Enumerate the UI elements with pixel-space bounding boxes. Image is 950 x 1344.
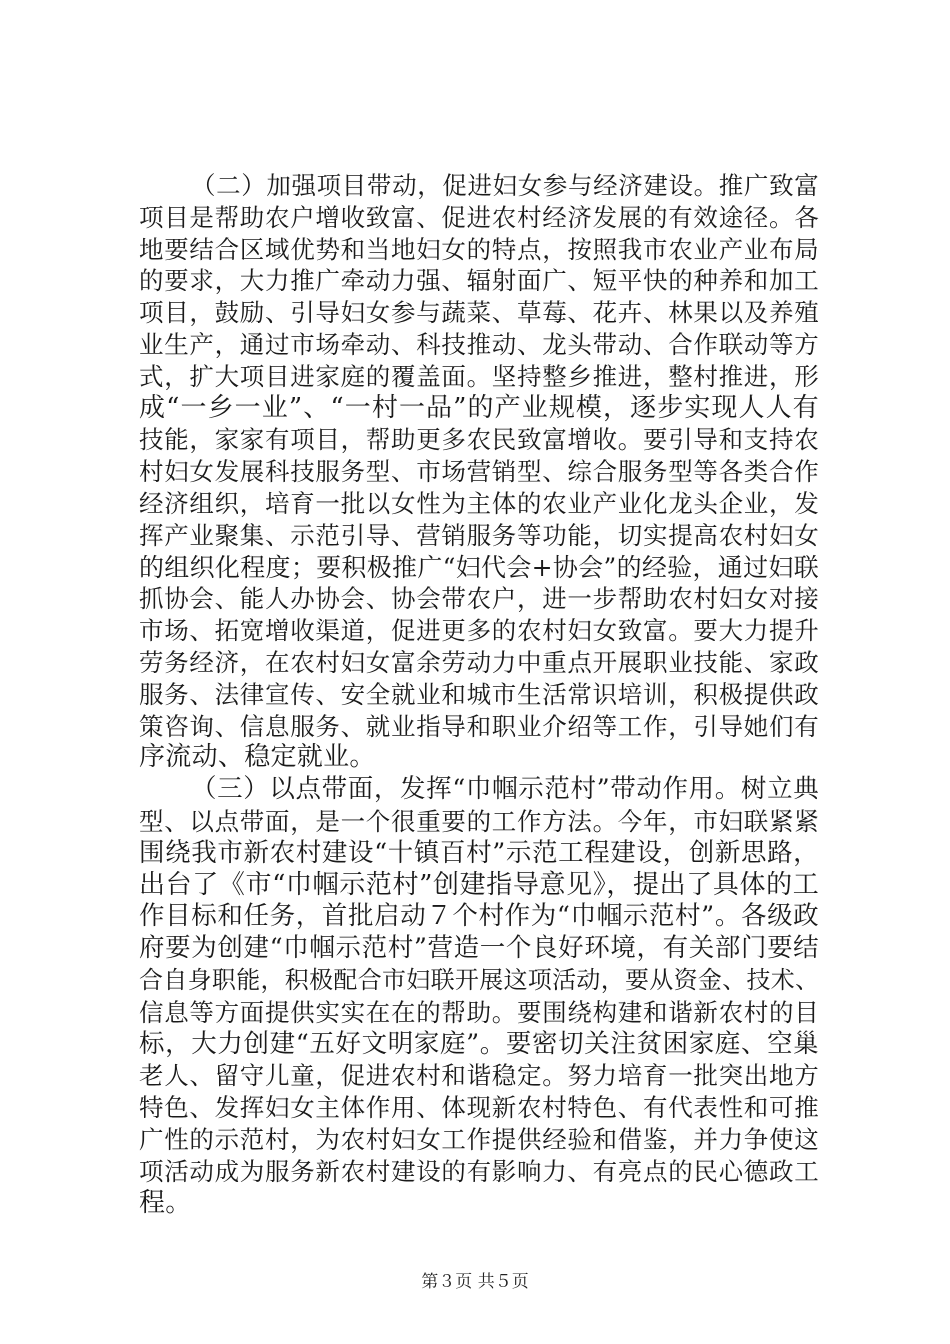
paragraph-line: 村妇女发展科技服务型、市场营销型、综合服务型等各类合作 (139, 457, 819, 487)
paragraph-line: 的要求，大力推广牵动力强、辐射面广、短平快的种养和加工 (139, 266, 819, 296)
paragraph-line: （三）以点带面，发挥“巾帼示范村”带动作用。树立典 (191, 774, 819, 805)
paragraph-line: 的组织化程度；要积极推广“妇代会+协会”的经验，通过妇联 (139, 552, 819, 582)
paragraph-line: 技能，家家有项目，帮助更多农民致富增收。要引导和支持农 (139, 425, 819, 455)
paragraph-line: 地要结合区域优势和当地妇女的特点，按照我市农业产业布局 (139, 234, 819, 264)
paragraph-line: 项目是帮助农户增收致富、促进农村经济发展的有效途径。各 (139, 202, 819, 232)
paragraph-line: 服务、法律宣传、安全就业和城市生活常识培训，积极提供政 (139, 679, 819, 709)
paragraph-line: 出台了《市“巾帼示范村”创建指导意见》，提出了具体的工 (139, 869, 819, 900)
paragraph-line: 合自身职能，积极配合市妇联开展这项活动，要从资金、技术、 (139, 965, 820, 994)
document-body (139, 170, 819, 1219)
paragraph-line: 标，大力创建“五好文明家庭”。要密切关注贫困家庭、空巢 (139, 1028, 819, 1059)
paragraph-line: 程。 (139, 1187, 192, 1218)
paragraph-line: 项目，鼓励、引导妇女参与蔬菜、草莓、花卉、林果以及养殖 (139, 298, 819, 328)
paragraph-line: 抓协会、能人办协会、协会带农户，进一步帮助农村妇女对接 (139, 584, 819, 614)
paragraph-line: 成“一乡一业”、“一村一品”的产业规模，逐步实现人人有 (139, 392, 819, 423)
paragraph-line: 业生产，通过市场牵动、科技推动、龙头带动、合作联动等方 (139, 329, 819, 359)
paragraph-line: 序流动、稳定就业。 (139, 742, 376, 773)
paragraph-section-2 (139, 170, 819, 774)
paragraph-line: 府要为创建“巾帼示范村”营造一个良好环境，有关部门要结 (139, 933, 819, 964)
paragraph-line: 市场、拓宽增收渠道，促进更多的农村妇女致富。要大力提升 (139, 616, 819, 646)
paragraph-line: 式，扩大项目进家庭的覆盖面。坚持整乡推进，整村推进，形 (139, 361, 819, 391)
paragraph-line: 广性的示范村，为农村妇女工作提供经验和借鉴，并力争使这 (139, 1124, 819, 1154)
paragraph-line: 信息等方面提供实实在在的帮助。要围绕构建和谐新农村的目 (139, 997, 819, 1027)
paragraph-line: 围绕我市新农村建设“十镇百村”示范工程建设，创新思路， (139, 837, 819, 868)
paragraph-line: 型、以点带面，是一个很重要的工作方法。今年，市妇联紧紧 (139, 806, 819, 836)
paragraph-line: 作目标和任务，首批启动７个村作为“巾帼示范村”。各级政 (139, 901, 819, 932)
paragraph-line: 经济组织，培育一批以女性为主体的农业产业化龙头企业，发 (139, 488, 819, 518)
paragraph-section-3 (139, 774, 819, 1219)
page-number-footer: 第３页 共５页 (421, 1272, 529, 1292)
paragraph-line: 挥产业聚集、示范引导、营销服务等功能，切实提高农村妇女 (139, 520, 819, 550)
paragraph-line: 劳务经济，在农村妇女富余劳动力中重点开展职业技能、家政 (139, 647, 819, 677)
paragraph-line: 项活动成为服务新农村建设的有影响力、有亮点的民心德政工 (139, 1156, 819, 1186)
paragraph-line: （二）加强项目带动，促进妇女参与经济建设。推广致富 (191, 171, 819, 200)
paragraph-line: 老人、留守儿童，促进农村和谐稳定。努力培育一批突出地方 (139, 1061, 819, 1091)
paragraph-line: 策咨询、信息服务、就业指导和职业介绍等工作，引导她们有 (139, 711, 819, 741)
paragraph-line: 特色、发挥妇女主体作用、体现新农村特色、有代表性和可推 (139, 1093, 819, 1123)
